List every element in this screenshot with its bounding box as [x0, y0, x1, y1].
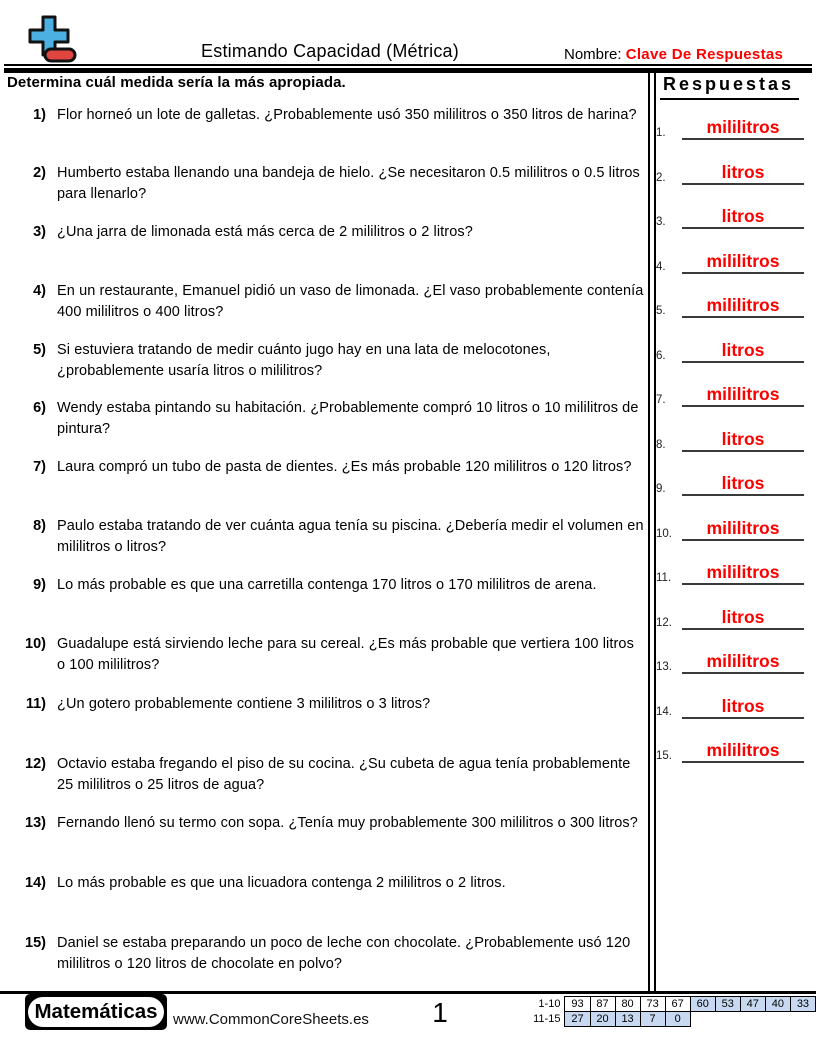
answer-item: [656, 201, 804, 229]
answer-value: mililitros: [682, 563, 804, 585]
question-item: [6, 754, 646, 796]
brand-logo-label: Matemáticas: [28, 997, 164, 1027]
question-number: 13): [25, 815, 46, 831]
name-label: Nombre:: [564, 46, 622, 63]
answer-item: [656, 691, 804, 719]
question-item: [6, 281, 646, 323]
header-rule-thin: [4, 64, 812, 66]
question-item: [6, 398, 646, 440]
header-rule-thick: [4, 68, 812, 73]
answer-value: mililitros: [682, 252, 804, 274]
grade-cell: 0: [665, 1012, 690, 1027]
answer-item: [656, 246, 804, 274]
answer-item: [656, 557, 804, 585]
grade-cell: 73: [640, 997, 665, 1012]
question-item: [6, 457, 646, 478]
answer-number: 8.: [656, 439, 666, 451]
answer-item: [656, 157, 804, 185]
question-item: [6, 933, 646, 975]
answer-item: [656, 735, 804, 763]
question-number: 10): [25, 636, 46, 652]
grade-cell: 60: [690, 997, 715, 1012]
question-text: Daniel se estaba preparando un poco de leche con chocolate. ¿Probablemente usó 120 mililitros o 120 litros de chocolate en polvo?: [57, 935, 631, 972]
grade-cell: 93: [565, 997, 590, 1012]
question-item: [6, 873, 646, 894]
question-text: Laura compró un tubo de pasta de dientes. ¿Es más probable 120 mililitros o 120 litros?: [57, 459, 632, 475]
grade-cell: 47: [740, 997, 765, 1012]
answer-value: mililitros: [682, 519, 804, 541]
answer-value: litros: [682, 608, 804, 630]
answer-number: 3.: [656, 216, 666, 228]
question-item: [6, 516, 646, 558]
question-text: ¿Una jarra de limonada está más cerca de 2 mililitros o 2 litros?: [57, 224, 473, 240]
grading-row-label: 1-10: [538, 998, 561, 1010]
answers-divider: [648, 73, 656, 992]
answer-item: [656, 513, 804, 541]
question-text: Octavio estaba fregando el piso de su cocina. ¿Su cubeta de agua tenía probablemente 25 mililitros o 25 litros de agua?: [57, 756, 631, 793]
answer-number: 6.: [656, 350, 666, 362]
grade-cell: 13: [615, 1012, 640, 1027]
answers-panel-title: Respuestas: [660, 74, 799, 100]
question-text: En un restaurante, Emanuel pidió un vaso de limonada. ¿El vaso probablemente contenía 400 mililitros o 400 litros?: [57, 283, 644, 320]
question-number: 5): [33, 342, 46, 358]
question-number: 11): [25, 696, 46, 712]
question-text: Wendy estaba pintando su habitación. ¿Probablemente compró 10 litros o 10 mililitros de pintura?: [57, 400, 639, 437]
answer-number: 14.: [656, 706, 672, 718]
question-number: 7): [33, 459, 46, 475]
grade-cell: 87: [590, 997, 615, 1012]
answer-item: [656, 112, 804, 140]
name-value: Clave De Respuestas: [625, 46, 784, 63]
question-item: [6, 222, 646, 243]
answer-item: [656, 468, 804, 496]
question-text: Flor horneó un lote de galletas. ¿Probablemente usó 350 mililitros o 350 litros de harina?: [57, 107, 637, 123]
question-number: 12): [25, 756, 46, 772]
name-line: [564, 46, 783, 63]
grade-cell: 7: [640, 1012, 665, 1027]
answer-number: 10.: [656, 528, 672, 540]
answer-item: [656, 424, 804, 452]
answer-number: 12.: [656, 617, 672, 629]
question-number: 1): [33, 107, 46, 123]
question-item: [6, 575, 646, 596]
answer-value: mililitros: [682, 118, 804, 140]
website-text: www.CommonCoreSheets.es: [173, 1011, 369, 1028]
question-number: 3): [33, 224, 46, 240]
question-number: 2): [33, 165, 46, 181]
question-item: [6, 694, 646, 715]
answer-number: 1.: [656, 127, 666, 139]
question-number: 6): [33, 400, 46, 416]
answer-value: litros: [682, 474, 804, 496]
answer-value: litros: [682, 697, 804, 719]
grading-row-label: 11-15: [533, 1013, 561, 1025]
grading-table: [518, 996, 816, 1027]
question-text: Guadalupe está sirviendo leche para su cereal. ¿Es más probable que vertiera 100 litros o 100 mililitros?: [57, 636, 634, 673]
grade-cell: 40: [765, 997, 790, 1012]
answer-number: 5.: [656, 305, 666, 317]
grade-cell: 33: [790, 997, 815, 1012]
grade-cell: 67: [665, 997, 690, 1012]
answer-number: 9.: [656, 483, 666, 495]
question-text: Fernando llenó su termo con sopa. ¿Tenía muy probablemente 300 mililitros o 300 litros?: [57, 815, 638, 831]
question-number: 15): [25, 935, 46, 951]
answer-value: mililitros: [682, 652, 804, 674]
question-number: 8): [33, 518, 46, 534]
answer-value: litros: [682, 207, 804, 229]
grading-row-1: [518, 997, 816, 1012]
answer-item: [656, 379, 804, 407]
question-text: Lo más probable es que una licuadora contenga 2 mililitros o 2 litros.: [57, 875, 506, 891]
answer-item: [656, 290, 804, 318]
answer-value: litros: [682, 341, 804, 363]
answer-number: 11.: [656, 572, 672, 584]
question-text: ¿Un gotero probablemente contiene 3 mililitros o 3 litros?: [57, 696, 431, 712]
grade-cell: 27: [565, 1012, 590, 1027]
instruction-text: Determina cuál medida sería la más apropiada.: [7, 74, 346, 91]
answer-value: mililitros: [682, 741, 804, 763]
question-item: [6, 163, 646, 205]
brand-logo: [25, 994, 167, 1030]
answer-value: mililitros: [682, 385, 804, 407]
grade-cell: 20: [590, 1012, 615, 1027]
answer-number: 13.: [656, 661, 672, 673]
answer-value: mililitros: [682, 296, 804, 318]
page-number: 1: [432, 997, 448, 1028]
answer-item: [656, 646, 804, 674]
answer-value: litros: [682, 430, 804, 452]
answer-item: [656, 335, 804, 363]
question-number: 9): [33, 577, 46, 593]
question-text: Si estuviera tratando de medir cuánto jugo hay en una lata de melocotones, ¿probablemente usaría litros o mililitros?: [57, 342, 551, 379]
answer-item: [656, 602, 804, 630]
grading-row-2: [518, 1012, 816, 1027]
question-item: [6, 340, 646, 382]
question-item: [6, 634, 646, 676]
question-number: 14): [25, 875, 46, 891]
answer-number: 15.: [656, 750, 672, 762]
grade-cell: 80: [615, 997, 640, 1012]
page-title: Estimando Capacidad (Métrica): [201, 41, 459, 61]
question-text: Paulo estaba tratando de ver cuánta agua tenía su piscina. ¿Debería medir el volumen en mililitros o litros?: [57, 518, 644, 555]
answer-number: 2.: [656, 172, 666, 184]
answer-number: 7.: [656, 394, 666, 406]
question-item: [6, 813, 646, 834]
answer-value: litros: [682, 163, 804, 185]
question-text: Humberto estaba llenando una bandeja de hielo. ¿Se necesitaron 0.5 mililitros o 0.5 litros para llenarlo?: [57, 165, 640, 202]
question-number: 4): [33, 283, 46, 299]
answer-number: 4.: [656, 261, 666, 273]
grade-cell: 53: [715, 997, 740, 1012]
question-item: [6, 105, 646, 126]
question-text: Lo más probable es que una carretilla contenga 170 litros o 170 mililitros de arena.: [57, 577, 597, 593]
